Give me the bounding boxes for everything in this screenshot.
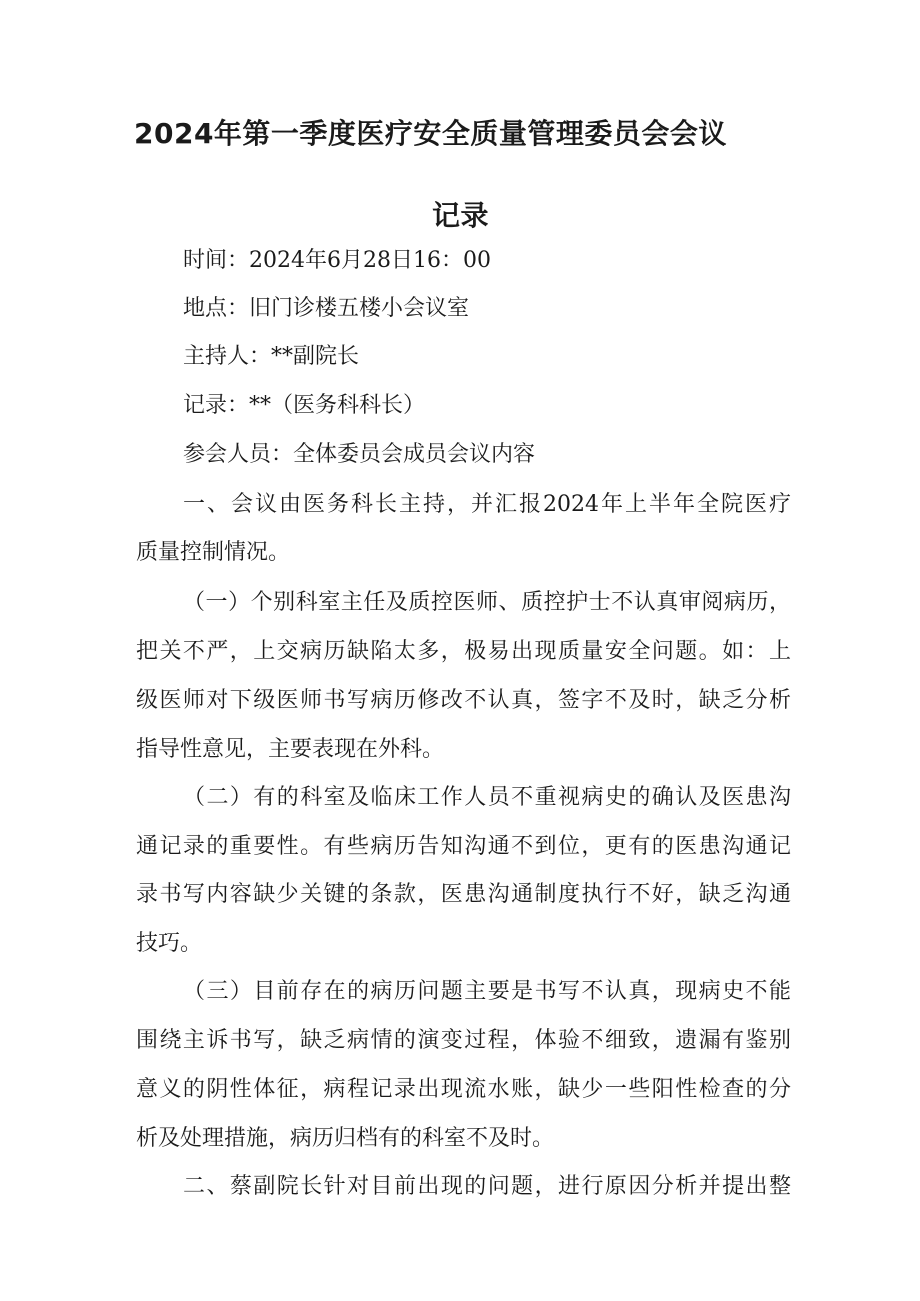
paragraph-2-line-1: （一）个别科室主任及质控医师、质控护士不认真审阅病历， [183,590,791,615]
paragraph-3-line-1: （二）有的科室及临床工作人员不重视病史的确认及医患沟 [183,785,791,810]
paragraph-4-line-2: 围绕主诉书写，缺乏病情的演变过程，体验不细致，遗漏有鉴别 [136,1028,791,1053]
paragraph-4-line-4: 析及处理措施，病历归档有的科室不及时。 [136,1126,555,1151]
paragraph-5-line-1: 二、蔡副院长针对目前出现的问题，进行原因分析并提出整 [183,1174,791,1199]
meeting-host: 主持人：**副院长 [183,344,360,369]
meeting-time: 时间：2024年6月28日16：00 [183,248,491,273]
meeting-place: 地点：旧门诊楼五楼小会议室 [183,296,470,321]
paragraph-3-line-2: 通记录的重要性。有些病历告知沟通不到位，更有的医患沟通记 [136,834,791,859]
document-title-line-1: 2024年第一季度医疗安全质量管理委员会会议 [134,117,727,150]
paragraph-4-line-1: （三）目前存在的病历问题主要是书写不认真，现病史不能 [183,979,791,1004]
paragraph-1-line-1: 一、会议由医务科长主持，并汇报2024年上半年全院医疗 [183,492,791,517]
paragraph-3-line-4: 技巧。 [136,931,203,956]
meeting-recorder: 记录：**（医务科科长） [183,393,426,418]
paragraph-2-line-2: 把关不严，上交病历缺陷太多，极易出现质量安全问题。如：上 [136,639,791,664]
paragraph-2-line-4: 指导性意见，主要表现在外科。 [136,737,445,762]
paragraph-2-line-3: 级医师对下级医师书写病历修改不认真，签字不及时，缺乏分析 [136,688,791,713]
paragraph-3-line-3: 录书写内容缺少关键的条款，医患沟通制度执行不好，缺乏沟通 [136,882,791,907]
paragraph-1-line-2: 质量控制情况。 [136,540,291,565]
meeting-attendees: 参会人员：全体委员会成员会议内容 [183,442,536,467]
paragraph-4-line-3: 意义的阴性体征，病程记录出现流水账，缺少一些阳性检查的分 [136,1077,791,1102]
document-title-line-2: 记录 [432,199,490,232]
